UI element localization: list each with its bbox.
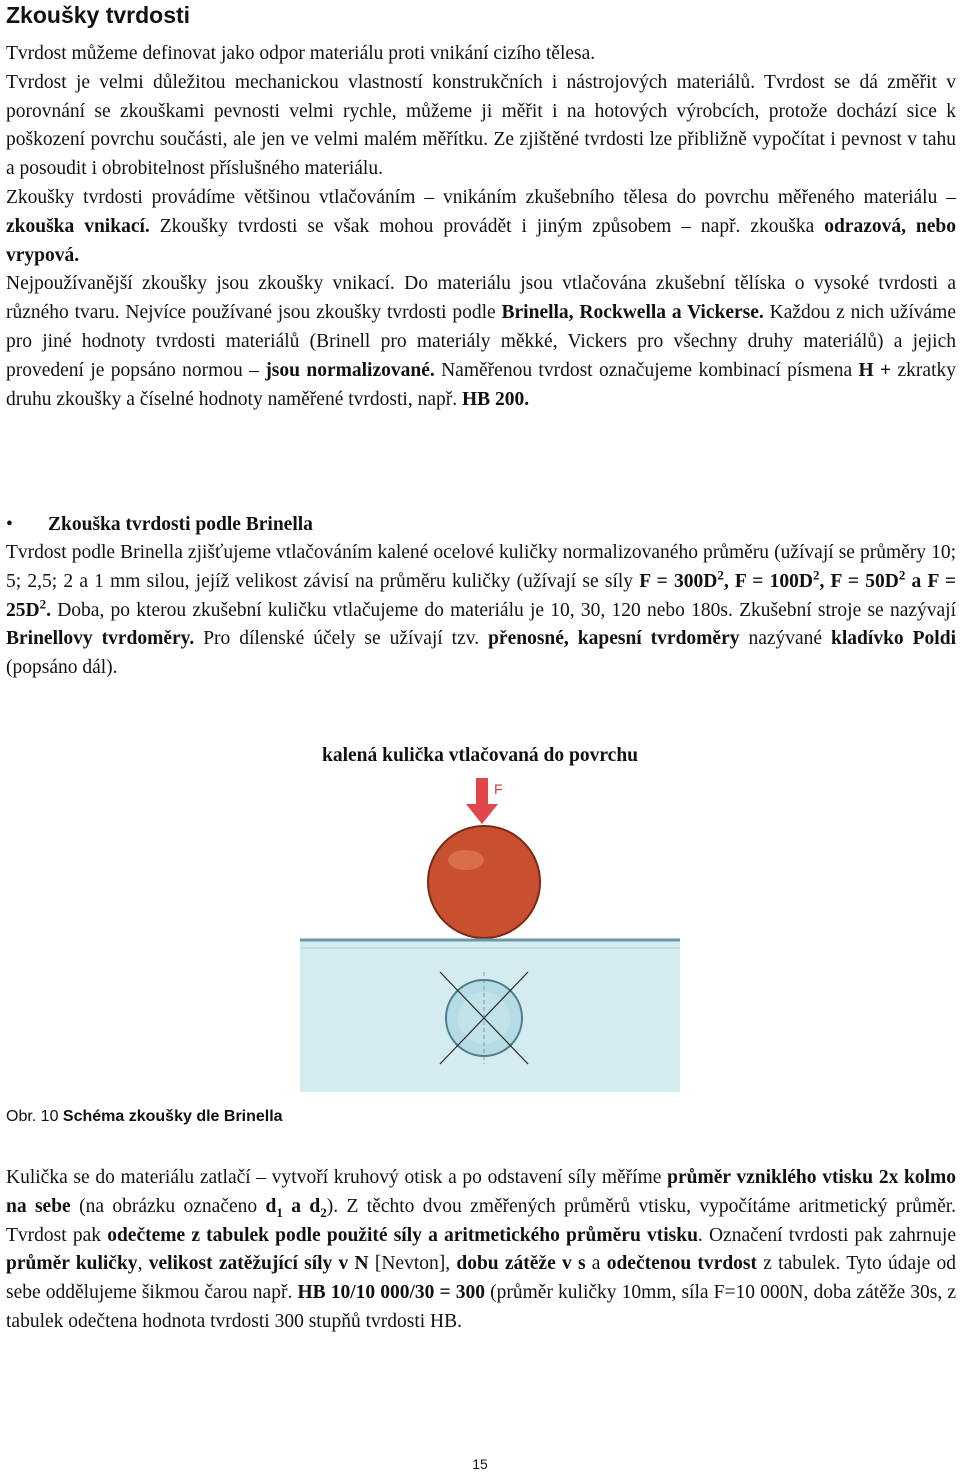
brinell-paragraph: Tvrdost podle Brinella zjišťujeme vtlačováním kalené ocelové kuličky normalizovaného průměru (užívají se průměry 10; 5; 2,5; 2 a 1 mm silou, jejíž velikost závisí na průměru kuličky (užívají se síly $F = 300D^2$, $F = 100D^2$, $F = 50D^2$ a $F = 25D^2$. Doba, po kterou zkušební kuličku vtlačujeme do materiálu je 10, 30, 120 nebo 180s. Zkušební stroje se nazývají Brinellovy tvrdoměry. Pro dílenské účely se užívají tzv. přenosné, kapesní tvrdoměry nazývané kladívko Poldi (popsáno dál). bbox=[6, 542, 956, 679]
page-title: Zkoušky tvrdosti bbox=[6, 2, 191, 28]
intro-block bbox=[6, 40, 956, 414]
measurement-paragraph: Kulička se do materiálu zatlačí – vytvoří kruhový otisk a po odstavení síly měříme průměr vzniklého vtisku 2x kolmo na sebe (na obrázku označeno $d_1$ a $d_2$). Z těchto dvou změřených průměrů vtisku, vypočítáme aritmetický průměr. Tvrdost pak odečteme z tabulek podle použité síly a aritmetického průměru vtisku. Označení tvrdosti pak zahrnuje průměr kuličky, velikost zatěžující síly v N [Nevton], dobu zátěže v s a odečtenou tvrdost z tabulek. Tyto údaje od sebe oddělujeme šikmou čarou např. HB 10/10 000/30 = 300 (průměr kuličky 10mm, síla F=10 000N, doba zátěže 30s, z tabulek odečtena hodnota tvrdosti 300 stupňů tvrdosti HB. bbox=[6, 1167, 957, 1332]
steel-ball-icon bbox=[428, 826, 540, 938]
measurement-block bbox=[6, 1164, 956, 1337]
brinell-diagram bbox=[300, 772, 680, 1094]
methods-paragraph: Zkoušky tvrdosti provádíme většinou vtlačováním – vnikáním zkušebního tělesa do povrchu měřeného materiálu – zkouška vnikací. Zkoušky tvrdosti se však mohou provádět i jiným způsobem – např. zkouška odrazová, nebo vrypová. bbox=[6, 186, 957, 266]
intro-definition: Tvrdost můžeme definovat jako odpor materiálu proti vnikání cizího tělesa. bbox=[6, 43, 596, 64]
intro-paragraph: Tvrdost je velmi důležitou mechanickou vlastností konstrukčních i nástrojových materiálů. Tvrdost se dá změřit v porovnání se zkouškami pevnosti velmi rychle, můžeme ji měřit i na hotových výrobcích, protože dochází sice k poškození povrchu součásti, ale jen ve velmi malém měřítku. Ze zjištěné tvrdosti lze přibližně vypočítat i pevnost v tahu a posoudit i obrobitelnost příslušného materiálu. bbox=[6, 71, 956, 180]
page-number: 15 bbox=[472, 1456, 488, 1472]
brinell-block bbox=[6, 539, 956, 683]
impression-icon bbox=[440, 972, 528, 1064]
common-tests-paragraph: Nejpoužívanější zkoušky jsou zkoušky vnikací. Do materiálu jsou vtlačována zkušební tělíska o vysoké tvrdosti a různého tvaru. Nejvíce používané jsou zkoušky tvrdosti podle Brinella, Rockwella a Vickerse. Každou z nich užíváme pro jiné hodnoty tvrdosti materiálů (Brinell pro materiály měkké, Vickers pro všechny druhy materiálů) a jejich provedení je popsáno normou – jsou normalizované. Naměřenou tvrdost označujeme kombinací písmena H + zkratky druhu zkoušky a číselné hodnoty naměřené tvrdosti, např. HB 200. bbox=[6, 273, 957, 410]
figure-title: kalená kulička vtlačovaná do povrchu bbox=[321, 745, 639, 766]
bullet-icon: • bbox=[6, 514, 13, 535]
figure-caption: Obr. 10 Schéma zkoušky dle Brinella bbox=[6, 1108, 283, 1125]
brinell-heading: • Zkouška tvrdosti podle Brinella bbox=[6, 511, 313, 539]
force-label: F bbox=[494, 781, 503, 797]
